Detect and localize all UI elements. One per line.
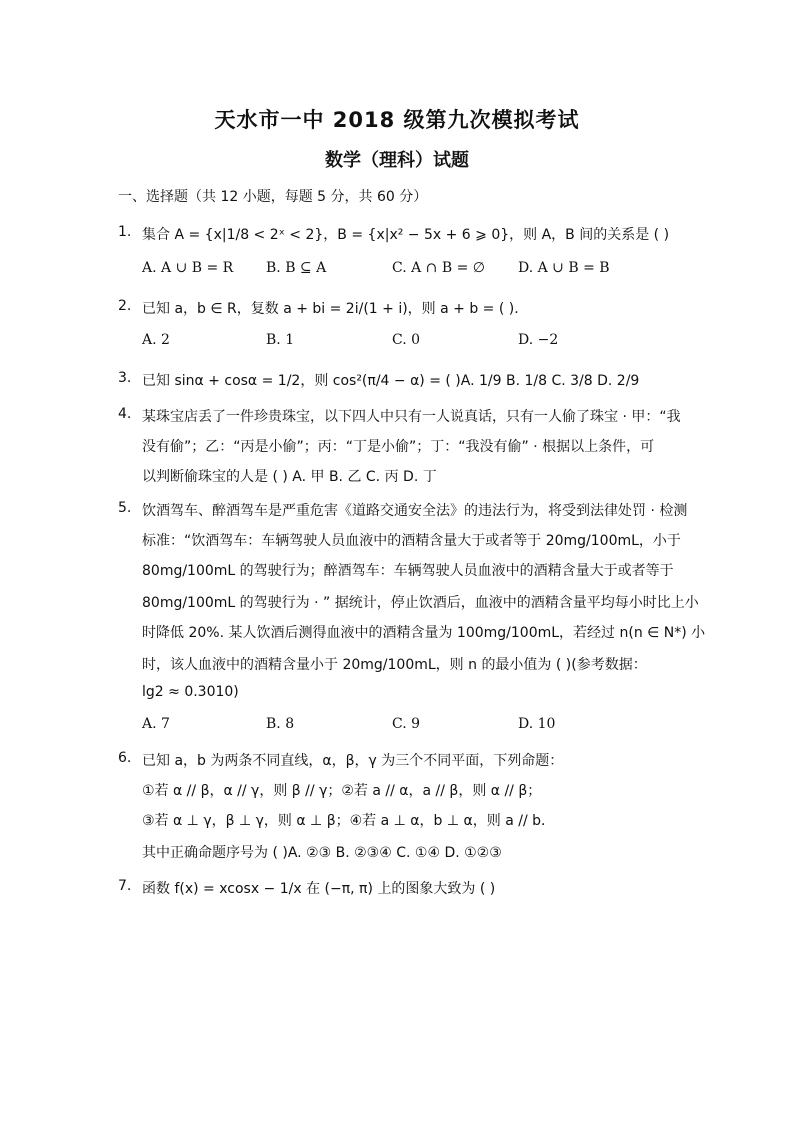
option-a: A. A ∪ B = R xyxy=(142,260,234,276)
question-text: 已知 sinα + cosα = 1/2，则 cos²(π/4 − α) = ( )A. 1/9 B. 1/8 C. 3/8 D. 2/9 xyxy=(142,373,640,389)
question-text-line: 没有偷”；乙：“丙是小偷”；丙：“丁是小偷”；丁：“我没有偷” · 根据以上条件，可 xyxy=(142,439,655,455)
question-text-line: lg2 ≈ 0.3010) xyxy=(142,684,239,700)
exam-subtitle: 数学（理科）试题 xyxy=(325,150,469,171)
section-heading: 一、选择题（共 12 小题，每题 5 分，共 60 分） xyxy=(118,189,428,205)
question-number: 3. xyxy=(118,370,132,386)
question-number: 7. xyxy=(118,878,132,894)
question-text-line: 某珠宝店丢了一件珍贵珠宝，以下四人中只有一人说真话，只有一人偷了珠宝 · 甲：“我 xyxy=(142,409,681,425)
exam-title: 天水市一中 2018 级第九次模拟考试 xyxy=(214,108,580,132)
question-number: 1. xyxy=(118,224,132,240)
question-text-line: 80mg/100mL 的驾驶行为；醉酒驾车：车辆驾驶人员血液中的酒精含量大于或者等于 xyxy=(142,563,674,579)
question-text-line: 其中正确命题序号为 ( )A. ②③ B. ②③④ C. ①④ D. ①②③ xyxy=(142,845,502,861)
option-c: C. A ∩ B = ∅ xyxy=(392,260,485,276)
question-text-line: ③若 α ⊥ γ，β ⊥ γ，则 α ⊥ β；④若 a ⊥ α，b ⊥ α，则 a // b． xyxy=(142,813,555,829)
option-a: A. 7 xyxy=(142,716,170,732)
option-b: B. 8 xyxy=(266,716,295,732)
question-text: 集合 A = {x|1/8 < 2ˣ < 2}，B = {x|x² − 5x + 6 ⩾ 0}，则 A，B 间的关系是 ( ) xyxy=(142,227,670,243)
question-text-line: 标准：“饮酒驾车：车辆驾驶人员血液中的酒精含量大于或者等于 20mg/100mL，小于 xyxy=(142,533,681,549)
question-text-line: 时，该人血液中的酒精含量小于 20mg/100mL，则 n 的最小值为 ( )(参考数据： xyxy=(142,657,647,673)
question-text-line: 饮酒驾车、醉酒驾车是严重危害《道路交通安全法》的违法行为，将受到法律处罚 · 检测 xyxy=(142,503,688,519)
option-d: D. 10 xyxy=(518,716,556,732)
option-d: D. −2 xyxy=(518,332,559,348)
question-number: 2. xyxy=(118,298,132,314)
question-text-line: 时降低 20%. 某人饮酒后测得血液中的酒精含量为 100mg/100mL，若经过 n(n ∈ N*) 小 xyxy=(142,625,706,641)
question-number: 5. xyxy=(118,500,132,516)
question-text-line: 80mg/100mL 的驾驶行为 · ” 据统计，停止饮酒后，血液中的酒精含量平均每小时比上小 xyxy=(142,595,699,611)
question-text: 已知 a，b ∈ R，复数 a + bi = 2i/(1 + i)，则 a + b = ( ). xyxy=(142,301,519,317)
option-d: D. A ∪ B = B xyxy=(518,260,610,276)
option-a: A. 2 xyxy=(142,332,170,348)
question-text-line: 已知 a，b 为两条不同直线，α，β，γ 为三个不同平面，下列命题： xyxy=(142,753,564,769)
option-c: C. 0 xyxy=(392,332,421,348)
question-text: 函数 f(x) = xcosx − 1/x 在 (−π, π) 上的图象大致为 ( ) xyxy=(142,881,496,897)
option-b: B. B ⊆ A xyxy=(266,260,327,276)
question-number: 4. xyxy=(118,406,132,422)
option-b: B. 1 xyxy=(266,332,295,348)
question-text-line: ①若 α // β，α // γ，则 β // γ；②若 a // α，a // β，则 α // β； xyxy=(142,783,542,799)
question-text-line: 以判断偷珠宝的人是 ( ) A. 甲 B. 乙 C. 丙 D. 丁 xyxy=(142,469,437,485)
option-c: C. 9 xyxy=(392,716,421,732)
question-number: 6. xyxy=(118,750,132,766)
